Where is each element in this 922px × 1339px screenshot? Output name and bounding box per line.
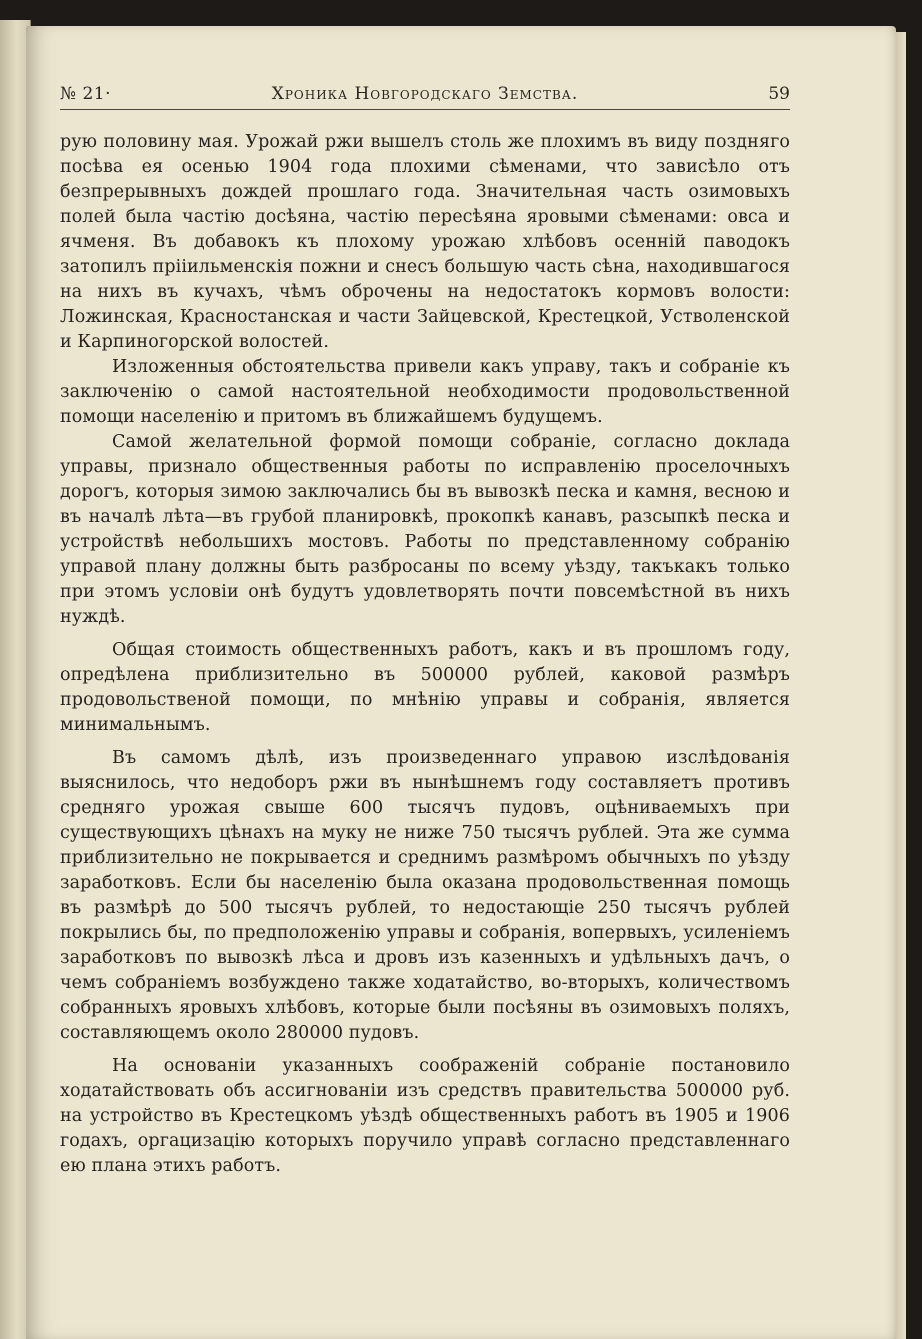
issue-number: № 21·: [60, 84, 112, 104]
body-text: [60, 130, 790, 1179]
running-header: [60, 84, 790, 108]
page-number: 59: [768, 84, 790, 104]
paragraph-continuation: рую половину мая. Урожай ржи вышелъ столь же плохимъ въ виду поздняго посѣва ея осенью 1904 года плохими сѣменами, что зависѣло отъ безпрерывныхъ дождей прошлаго года. Значительная часть озимовыхъ полей была частію досѣяна, частію пересѣяна яровыми сѣменами: овса и ячменя. Въ добавокъ къ плохому урожаю хлѣбовъ осенній паводокъ затопилъ прііильменскія пожни и снесъ большую часть сѣна, находившагося на нихъ въ кучахъ, чѣмъ оброчены на недостатокъ кормовъ волости: Ложинская, Красностанская и части Зайцевской, Крестецкой, Устволенской и Карпиногорской волостей.: [60, 132, 790, 352]
paragraph: На основаніи указанныхъ соображеній собраніе постановило ходатайствовать объ ассигнованіи изъ средствъ правительства 500000 руб. на устройство въ Крестецкомъ уѣздѣ общественныхъ работъ въ 1905 и 1906 годахъ, оргацизацію которыхъ поручило управѣ согласно представленнаго ею плана этихъ работъ.: [60, 1056, 790, 1176]
paragraph: Изложенныя обстоятельства привели какъ управу, такъ и собраніе къ заключенію о самой настоятельной необходимости продовольственной помощи населенію и притомъ въ ближайшемъ будущемъ.: [60, 357, 790, 427]
paragraph: Общая стоимость общественныхъ работъ, какъ и въ прошломъ году, опредѣлена приблизительно въ 500000 рублей, каковой размѣръ продовольственой помощи, по мнѣнію управы и собранія, является минимальнымъ.: [60, 640, 790, 735]
paragraph: Въ самомъ дѣлѣ, изъ произведеннаго управою изслѣдованія выяснилось, что недоборъ ржи въ нынѣшнемъ году составляетъ противъ средняго урожая свыше 600 тысячъ пудовъ, оцѣниваемыхъ при существующихъ цѣнахъ на муку не ниже 750 тысячъ рублей. Эта же сумма приблизительно не покрывается и среднимъ размѣромъ обычныхъ по уѣзду заработковъ. Если бы населенію была оказана продовольственная помощь въ размѣрѣ до 500 тысячъ рублей, то недостающіе 250 тысячъ рублей покрылись бы, по предположенію управы и собранія, вопервыхъ, усиленіемъ заработковъ по вывозкѣ лѣса и дровъ изъ казенныхъ и удѣльныхъ дачъ, о чемъ собраніемъ возбуждено также ходатайство, во-вторыхъ, количествомъ собранныхъ яровыхъ хлѣбовъ, которые были посѣяны въ озимовыхъ поляхъ, составляющемъ около 280000 пудовъ.: [60, 748, 790, 1043]
right-page-edge: [896, 32, 906, 1339]
header-rule: [60, 109, 790, 110]
paragraph: Самой желательной формой помощи собраніе, согласно доклада управы, признало общественныя работы по исправленію проселочныхъ дорогъ, которыя зимою заключались бы въ вывозкѣ песка и камня, весною и въ началѣ лѣта—въ грубой планировкѣ, прокопкѣ канавъ, разсыпкѣ песка и устройствѣ небольшихъ мостовъ. Работы по представленному собранію управой плану должны быть разбросаны по всему уѣзду, такъкакъ только при этомъ условіи онѣ будутъ удовлетворять почти повсемѣстной въ нихъ нуждѣ.: [60, 432, 790, 627]
journal-title: Хроника Новгородскаго Земства.: [271, 84, 579, 104]
